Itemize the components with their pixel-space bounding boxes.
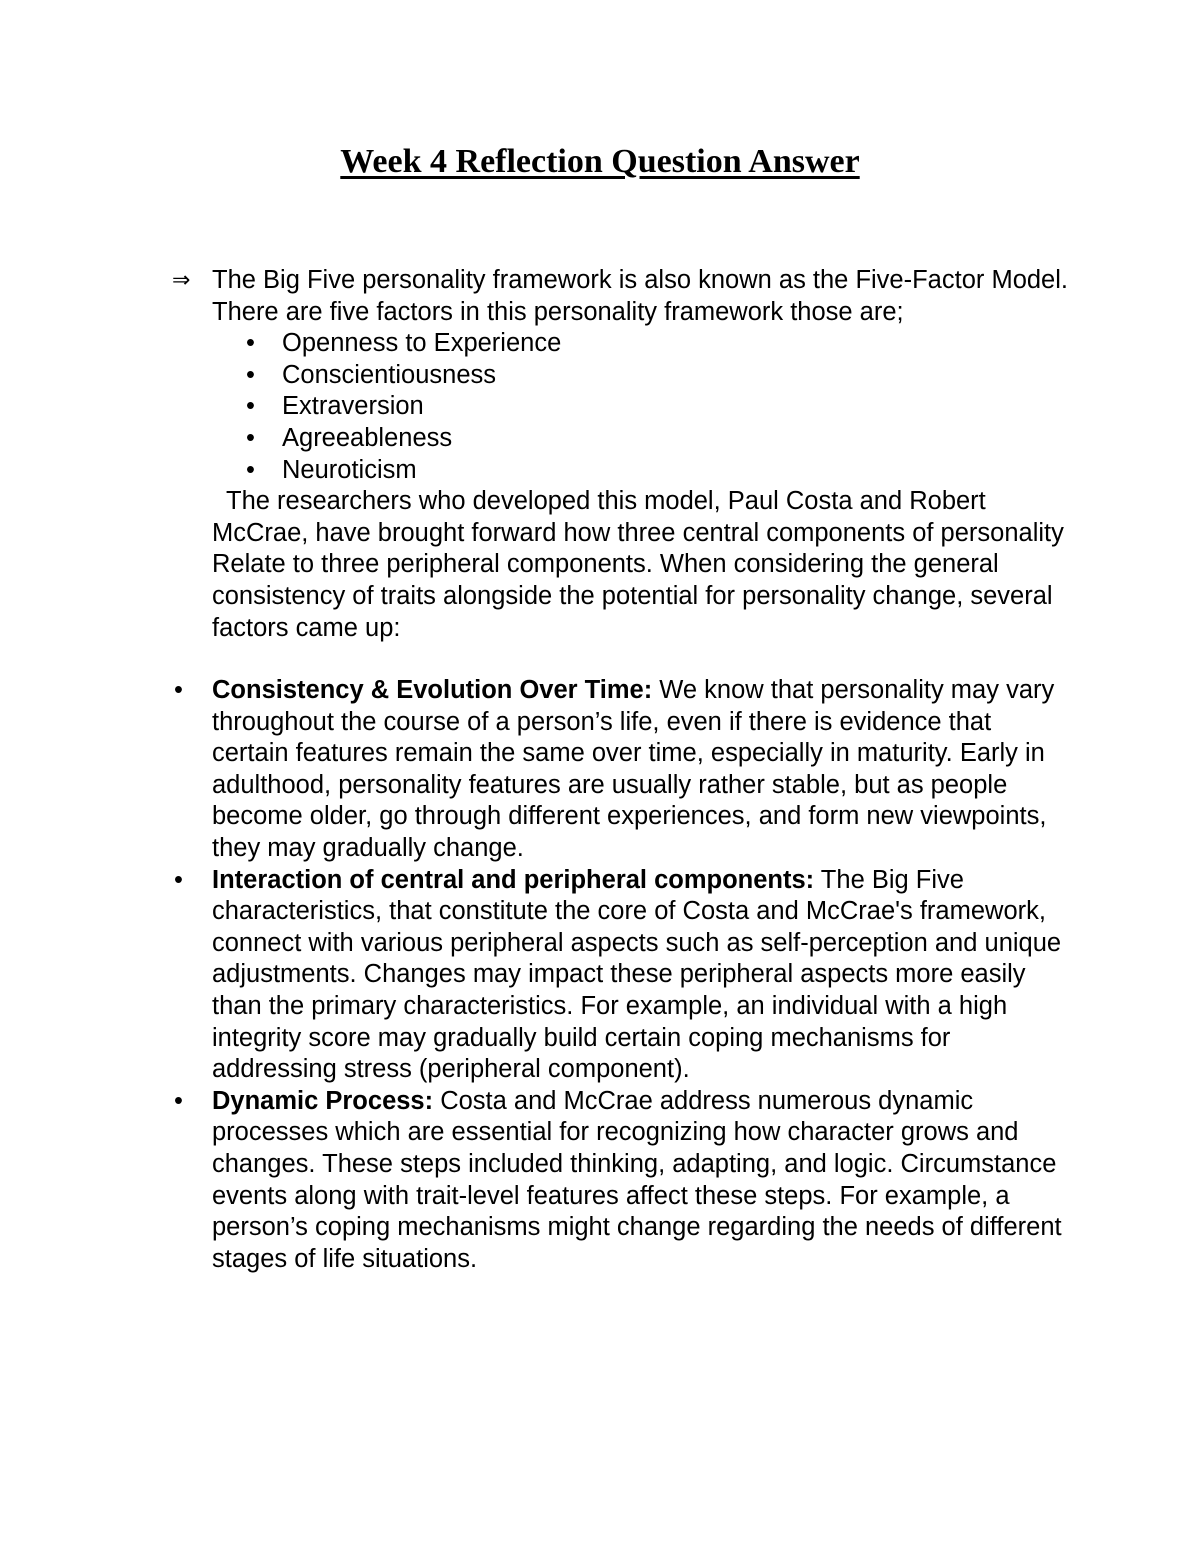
document-title: Week 4 Reflection Question Answer bbox=[340, 143, 860, 180]
list-item bbox=[172, 865, 1072, 1086]
bullet-icon: • bbox=[174, 676, 183, 704]
factor-label: Conscientiousness bbox=[282, 360, 497, 389]
point-term: Dynamic Process: bbox=[212, 1086, 434, 1115]
intro-section bbox=[172, 265, 1072, 644]
list-item bbox=[242, 328, 1072, 360]
point-term: Consistency & Evolution Over Time: bbox=[212, 676, 653, 704]
factor-label: Agreeableness bbox=[282, 423, 453, 452]
factor-label: Openness to Experience bbox=[282, 329, 562, 358]
researchers-paragraph: The researchers who developed this model, Paul Costa and Robert McCrae, have brought forward how three central components of personality Relate to three peripheral components. When considering the general consistency of traits alongside the potential for personality change, several factors came up: bbox=[212, 487, 1064, 642]
bullet-icon: • bbox=[174, 1086, 183, 1115]
intro-paragraph bbox=[172, 265, 1072, 328]
factor-list bbox=[172, 328, 1072, 486]
list-item bbox=[242, 391, 1072, 423]
bullet-icon: • bbox=[174, 865, 183, 894]
bullet-icon: • bbox=[246, 392, 255, 421]
list-item bbox=[242, 360, 1072, 392]
intro-text: The Big Five personality framework is also known as the Five-Factor Model. There are five factors in this personality framework those are; bbox=[212, 266, 1068, 326]
right-arrow-icon: ⇒ bbox=[172, 268, 191, 293]
factor-label: Extraversion bbox=[282, 392, 424, 421]
bullet-icon: • bbox=[246, 360, 255, 389]
bullet-icon: • bbox=[246, 455, 255, 484]
bullet-icon: • bbox=[246, 423, 255, 452]
point-text: The Big Five characteristics, that constitute the core of Costa and McCrae's framework, connect with various peripheral aspects such as self-perception and unique adjustments. Changes may impact these peripheral aspects more easily than the primary characteristics. For example, an individual with a high integrity score may gradually build certain coping mechanisms for addressing stress (peripheral component). bbox=[212, 865, 1062, 1084]
point-text: We know that personality may vary throughout the course of a person’s life, even if there is evidence that certain features remain the same over time, especially in maturity. Early in adulthood, personality features are usually rather stable, but as people become older, go through different experiences, and form new viewpoints, they may gradually change. bbox=[212, 676, 1055, 862]
list-item bbox=[242, 423, 1072, 455]
list-item bbox=[172, 1086, 1072, 1276]
factor-label: Neuroticism bbox=[282, 455, 417, 484]
point-text: Costa and McCrae address numerous dynamic processes which are essential for recognizing how character grows and changes. These steps included thinking, adapting, and logic. Circumstance events along with trait-level features affect these steps. For example, a person’s coping mechanisms might change regarding the needs of different stages of life situations. bbox=[212, 1086, 1062, 1273]
list-item bbox=[172, 675, 1072, 865]
list-item bbox=[242, 455, 1072, 487]
point-term: Interaction of central and peripheral components: bbox=[212, 865, 815, 894]
key-points-list bbox=[172, 675, 1072, 1275]
bullet-icon: • bbox=[246, 329, 255, 358]
